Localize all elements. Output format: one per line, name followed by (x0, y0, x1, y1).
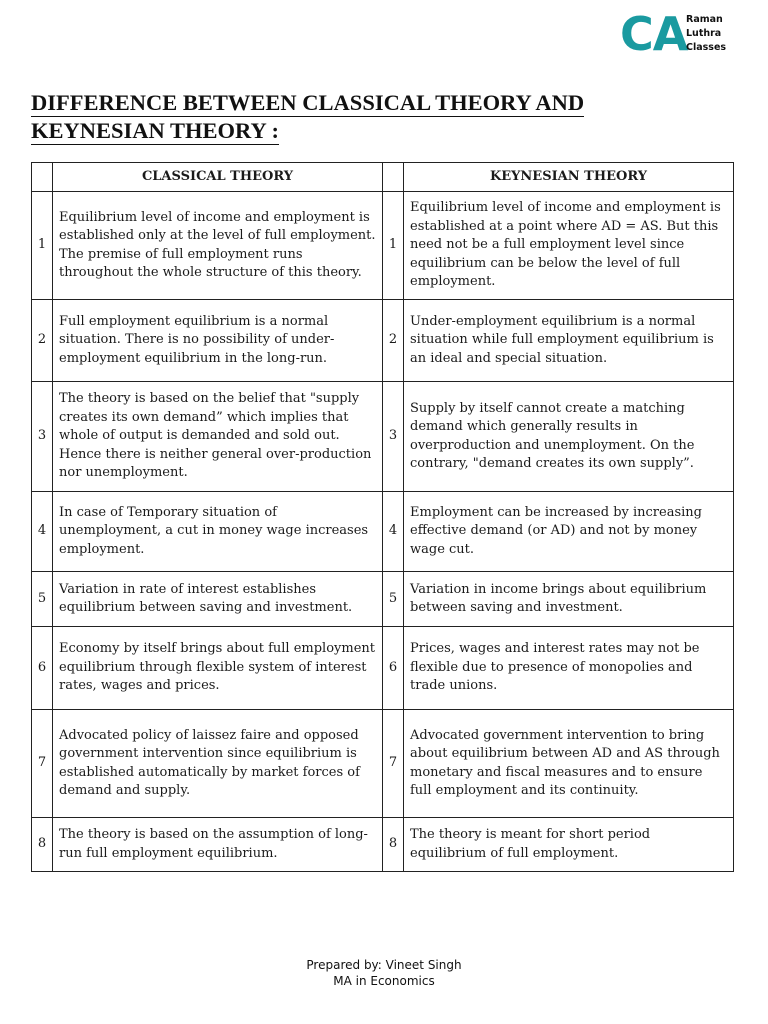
keynesian-cell: Advocated government intervention to bring about equilibrium between AD and AS through monetary and fiscal measures and to ensure full employment and its continuity. (404, 710, 734, 818)
header-keynesian: KEYNESIAN THEORY (404, 163, 734, 192)
header-blank-cell (32, 163, 53, 192)
row-number: 6 (32, 627, 53, 710)
table-header-row (32, 163, 734, 192)
logo-wordmark (686, 13, 726, 55)
table-row (32, 492, 734, 572)
keynesian-cell: Supply by itself cannot create a matching demand which generally results in overproduction and unemployment. On the contrary, "demand creates its own supply”. (404, 382, 734, 492)
title-line-2: KEYNESIAN THEORY : (31, 118, 280, 143)
classical-cell: In case of Temporary situation of unemployment, a cut in money wage increases employment. (53, 492, 383, 572)
table-row (32, 572, 734, 627)
prepared-by: Prepared by: Vineet Singh (306, 958, 462, 972)
table-row (32, 818, 734, 872)
row-number: 5 (32, 572, 53, 627)
classical-cell: The theory is based on the assumption of long-run full employment equilibrium. (53, 818, 383, 872)
row-number: 6 (383, 627, 404, 710)
table-row (32, 710, 734, 818)
logo-mark: CA (620, 7, 688, 61)
footer (0, 957, 768, 989)
keynesian-cell: Under-employment equilibrium is a normal situation while full employment equilibrium is an ideal and special situation. (404, 300, 734, 382)
comparison-table (31, 162, 734, 872)
row-number: 7 (32, 710, 53, 818)
keynesian-cell: Prices, wages and interest rates may not be flexible due to presence of monopolies and trade unions. (404, 627, 734, 710)
row-number: 2 (32, 300, 53, 382)
keynesian-cell: Employment can be increased by increasing effective demand (or AD) and not by money wage cut. (404, 492, 734, 572)
row-number: 4 (32, 492, 53, 572)
classical-cell: Economy by itself brings about full employment equilibrium through flexible system of interest rates, wages and prices. (53, 627, 383, 710)
row-number: 4 (383, 492, 404, 572)
author-qualification: MA in Economics (333, 974, 435, 988)
row-number: 3 (383, 382, 404, 492)
classical-cell: Full employment equilibrium is a normal situation. There is no possibility of under-employment equilibrium in the long-run. (53, 300, 383, 382)
header-blank-cell (383, 163, 404, 192)
row-number: 7 (383, 710, 404, 818)
classical-cell: Variation in rate of interest establishes equilibrium between saving and investment. (53, 572, 383, 627)
logo-line-raman: Raman (686, 14, 723, 25)
classical-cell: Equilibrium level of income and employment is established only at the level of full employment. The premise of full employment runs throughout the whole structure of this theory. (53, 192, 383, 300)
keynesian-cell: Variation in income brings about equilibrium between saving and investment. (404, 572, 734, 627)
row-number: 8 (383, 818, 404, 872)
logo-line-classes: Classes (686, 42, 727, 53)
logo-line-luthra: Luthra (686, 28, 722, 39)
table-row (32, 192, 734, 300)
row-number: 5 (383, 572, 404, 627)
table-row (32, 300, 734, 382)
row-number: 1 (383, 192, 404, 300)
keynesian-cell: Equilibrium level of income and employment is established at a point where AD = AS. But this need not be a full employment level since equilibrium can be below the level of full employment. (404, 192, 734, 300)
classical-cell: Advocated policy of laissez faire and opposed government intervention since equilibrium is established automatically by market forces of demand and supply. (53, 710, 383, 818)
title-line-1: DIFFERENCE BETWEEN CLASSICAL THEORY AND (31, 90, 585, 115)
table-row (32, 382, 734, 492)
table-row (32, 627, 734, 710)
row-number: 3 (32, 382, 53, 492)
keynesian-cell: The theory is meant for short period equilibrium of full employment. (404, 818, 734, 872)
classical-cell: The theory is based on the belief that "supply creates its own demand” which implies that whole of output is demanded and sold out. Hence there is neither general over-production nor unemployment. (53, 382, 383, 492)
page-title (31, 89, 584, 145)
row-number: 8 (32, 818, 53, 872)
header-classical: CLASSICAL THEORY (53, 163, 383, 192)
row-number: 1 (32, 192, 53, 300)
row-number: 2 (383, 300, 404, 382)
